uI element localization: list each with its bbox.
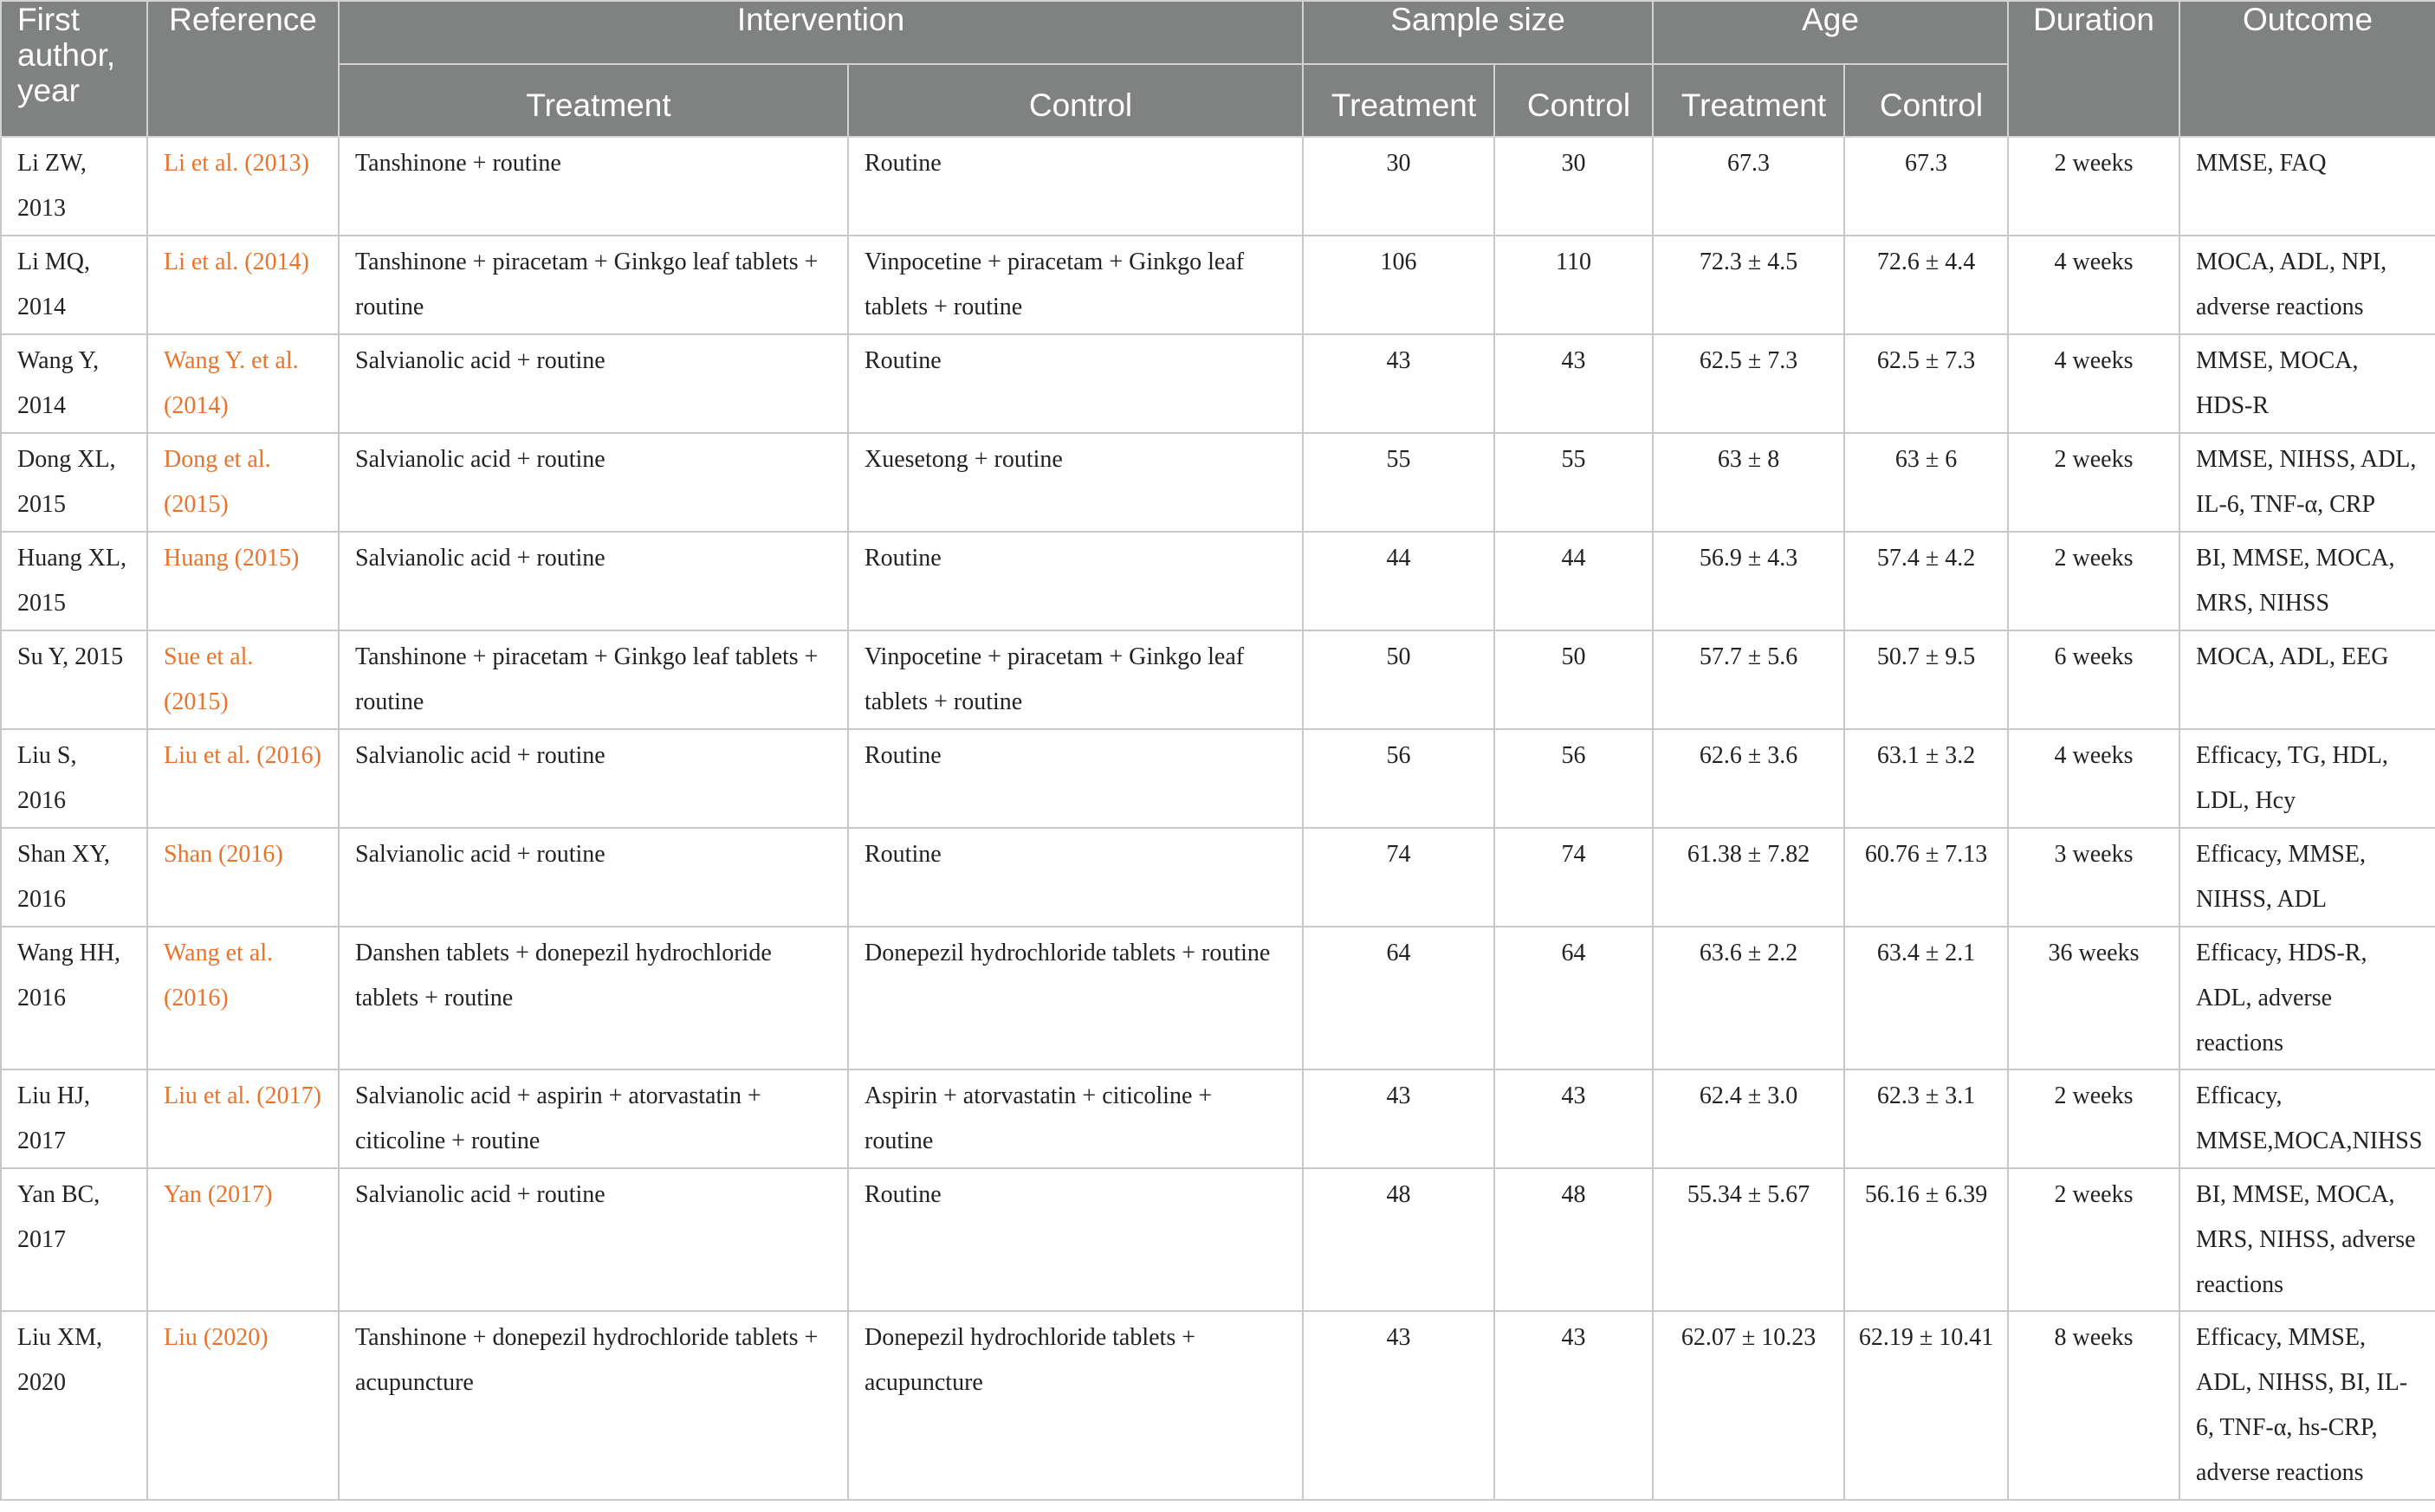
cell-control: Routine — [848, 334, 1303, 433]
cell-treatment: Salvianolic acid + routine — [339, 729, 848, 828]
cell-age-treatment: 63.6 ± 2.2 — [1653, 927, 1844, 1069]
cell-sample-treatment: 56 — [1303, 729, 1494, 828]
cell-age-control: 67.3 — [1844, 137, 2008, 236]
table-row — [1, 236, 2435, 334]
cell-age-control: 50.7 ± 9.5 — [1844, 630, 2008, 729]
cell-control: Donepezil hydrochloride tablets + routine — [848, 927, 1303, 1069]
cell-treatment: Salvianolic acid + routine — [339, 433, 848, 532]
reference-link[interactable]: Sue et al. (2015) — [147, 630, 339, 729]
cell-age-control: 62.3 ± 3.1 — [1844, 1069, 2008, 1168]
cell-sample-treatment: 55 — [1303, 433, 1494, 532]
cell-control: Routine — [848, 532, 1303, 630]
header-sample-size: Sample size — [1303, 1, 1653, 64]
reference-link[interactable]: Li et al. (2014) — [147, 236, 339, 334]
cell-control: Vinpocetine + piracetam + Ginkgo leaf tablets + routine — [848, 630, 1303, 729]
cell-duration: 4 weeks — [2008, 729, 2179, 828]
cell-sample-treatment: 44 — [1303, 532, 1494, 630]
cell-age-control: 62.5 ± 7.3 — [1844, 334, 2008, 433]
cell-age-treatment: 57.7 ± 5.6 — [1653, 630, 1844, 729]
cell-author: Dong XL, 2015 — [1, 433, 147, 532]
cell-sample-treatment: 43 — [1303, 1069, 1494, 1168]
cell-sample-control: 48 — [1494, 1168, 1653, 1311]
reference-link[interactable]: Yan (2017) — [147, 1168, 339, 1311]
cell-sample-control: 43 — [1494, 1311, 1653, 1500]
cell-sample-treatment: 48 — [1303, 1168, 1494, 1311]
cell-outcome: Efficacy, MMSE,MOCA,NIHSS — [2179, 1069, 2435, 1168]
table-row — [1, 1168, 2435, 1311]
cell-age-treatment: 72.3 ± 4.5 — [1653, 236, 1844, 334]
header-sample-treatment: Treatment — [1303, 64, 1494, 137]
table-body — [1, 137, 2435, 1500]
cell-control: Xuesetong + routine — [848, 433, 1303, 532]
cell-sample-control: 43 — [1494, 1069, 1653, 1168]
reference-link[interactable]: Dong et al. (2015) — [147, 433, 339, 532]
cell-author: Huang XL, 2015 — [1, 532, 147, 630]
cell-sample-treatment: 106 — [1303, 236, 1494, 334]
cell-treatment: Tanshinone + donepezil hydrochloride tablets + acupuncture — [339, 1311, 848, 1500]
table-header — [1, 1, 2435, 137]
cell-outcome: Efficacy, TG, HDL, LDL, Hcy — [2179, 729, 2435, 828]
cell-sample-treatment: 50 — [1303, 630, 1494, 729]
cell-control: Routine — [848, 137, 1303, 236]
cell-outcome: MMSE, MOCA, HDS-R — [2179, 334, 2435, 433]
header-age-treatment: Treatment — [1653, 64, 1844, 137]
reference-link[interactable]: Liu et al. (2017) — [147, 1069, 339, 1168]
cell-duration: 2 weeks — [2008, 137, 2179, 236]
cell-age-treatment: 62.6 ± 3.6 — [1653, 729, 1844, 828]
cell-author: Liu XM, 2020 — [1, 1311, 147, 1500]
cell-sample-control: 74 — [1494, 828, 1653, 927]
cell-control: Aspirin + atorvastatin + citicoline + routine — [848, 1069, 1303, 1168]
cell-author: Wang HH, 2016 — [1, 927, 147, 1069]
cell-sample-control: 44 — [1494, 532, 1653, 630]
cell-treatment: Tanshinone + piracetam + Ginkgo leaf tablets + routine — [339, 630, 848, 729]
cell-age-treatment: 55.34 ± 5.67 — [1653, 1168, 1844, 1311]
header-sample-control: Control — [1494, 64, 1653, 137]
cell-age-treatment: 62.07 ± 10.23 — [1653, 1311, 1844, 1500]
cell-treatment: Salvianolic acid + routine — [339, 334, 848, 433]
cell-control: Donepezil hydrochloride tablets + acupuncture — [848, 1311, 1303, 1500]
cell-age-treatment: 62.4 ± 3.0 — [1653, 1069, 1844, 1168]
cell-duration: 4 weeks — [2008, 236, 2179, 334]
cell-sample-treatment: 30 — [1303, 137, 1494, 236]
reference-link[interactable]: Liu et al. (2016) — [147, 729, 339, 828]
cell-age-treatment: 67.3 — [1653, 137, 1844, 236]
header-age-control: Control — [1844, 64, 2008, 137]
reference-link[interactable]: Huang (2015) — [147, 532, 339, 630]
cell-sample-control: 43 — [1494, 334, 1653, 433]
cell-sample-treatment: 64 — [1303, 927, 1494, 1069]
cell-sample-treatment: 43 — [1303, 1311, 1494, 1500]
cell-outcome: BI, MMSE, MOCA, MRS, NIHSS — [2179, 532, 2435, 630]
table-row — [1, 828, 2435, 927]
reference-link[interactable]: Li et al. (2013) — [147, 137, 339, 236]
table-row — [1, 1069, 2435, 1168]
cell-duration: 36 weeks — [2008, 927, 2179, 1069]
cell-treatment: Salvianolic acid + routine — [339, 1168, 848, 1311]
cell-duration: 8 weeks — [2008, 1311, 2179, 1500]
cell-age-control: 63 ± 6 — [1844, 433, 2008, 532]
cell-sample-treatment: 43 — [1303, 334, 1494, 433]
cell-sample-treatment: 74 — [1303, 828, 1494, 927]
cell-treatment: Salvianolic acid + routine — [339, 532, 848, 630]
cell-author: Liu S, 2016 — [1, 729, 147, 828]
cell-duration: 2 weeks — [2008, 433, 2179, 532]
header-outcome: Outcome — [2179, 1, 2435, 137]
cell-control: Vinpocetine + piracetam + Ginkgo leaf tablets + routine — [848, 236, 1303, 334]
reference-link[interactable]: Wang Y. et al. (2014) — [147, 334, 339, 433]
cell-control: Routine — [848, 729, 1303, 828]
table-row — [1, 1311, 2435, 1500]
cell-duration: 2 weeks — [2008, 532, 2179, 630]
cell-age-control: 56.16 ± 6.39 — [1844, 1168, 2008, 1311]
cell-sample-control: 50 — [1494, 630, 1653, 729]
cell-control: Routine — [848, 1168, 1303, 1311]
table-row — [1, 729, 2435, 828]
header-intervention-control: Control — [848, 64, 1303, 137]
cell-outcome: MOCA, ADL, EEG — [2179, 630, 2435, 729]
cell-sample-control: 55 — [1494, 433, 1653, 532]
reference-link[interactable]: Shan (2016) — [147, 828, 339, 927]
cell-author: Wang Y, 2014 — [1, 334, 147, 433]
cell-outcome: Efficacy, MMSE, NIHSS, ADL — [2179, 828, 2435, 927]
cell-duration: 2 weeks — [2008, 1168, 2179, 1311]
header-duration: Duration — [2008, 1, 2179, 137]
cell-treatment: Tanshinone + piracetam + Ginkgo leaf tablets + routine — [339, 236, 848, 334]
cell-outcome: MOCA, ADL, NPI, adverse reactions — [2179, 236, 2435, 334]
cell-outcome: Efficacy, HDS-R, ADL, adverse reactions — [2179, 927, 2435, 1069]
cell-outcome: Efficacy, MMSE, ADL, NIHSS, BI, IL-6, TNF-α, hs-CRP, adverse reactions — [2179, 1311, 2435, 1500]
cell-author: Li ZW, 2013 — [1, 137, 147, 236]
cell-age-control: 57.4 ± 4.2 — [1844, 532, 2008, 630]
cell-age-treatment: 62.5 ± 7.3 — [1653, 334, 1844, 433]
table-row — [1, 334, 2435, 433]
cell-author: Shan XY, 2016 — [1, 828, 147, 927]
table-row — [1, 137, 2435, 236]
cell-sample-control: 56 — [1494, 729, 1653, 828]
cell-age-control: 62.19 ± 10.41 — [1844, 1311, 2008, 1500]
table-row — [1, 927, 2435, 1069]
cell-age-control: 63.1 ± 3.2 — [1844, 729, 2008, 828]
cell-treatment: Danshen tablets + donepezil hydrochloride tablets + routine — [339, 927, 848, 1069]
cell-author: Su Y, 2015 — [1, 630, 147, 729]
header-intervention-treatment: Treatment — [339, 64, 848, 137]
cell-treatment: Tanshinone + routine — [339, 137, 848, 236]
cell-outcome: MMSE, FAQ — [2179, 137, 2435, 236]
cell-outcome: MMSE, NIHSS, ADL, IL-6, TNF-α, CRP — [2179, 433, 2435, 532]
cell-sample-control: 110 — [1494, 236, 1653, 334]
header-row-1 — [1, 1, 2435, 64]
cell-age-treatment: 61.38 ± 7.82 — [1653, 828, 1844, 927]
cell-author: Yan BC, 2017 — [1, 1168, 147, 1311]
reference-link[interactable]: Liu (2020) — [147, 1311, 339, 1500]
reference-link[interactable]: Wang et al. (2016) — [147, 927, 339, 1069]
cell-age-treatment: 63 ± 8 — [1653, 433, 1844, 532]
cell-outcome: BI, MMSE, MOCA, MRS, NIHSS, adverse reactions — [2179, 1168, 2435, 1311]
table-row — [1, 630, 2435, 729]
cell-age-control: 72.6 ± 4.4 — [1844, 236, 2008, 334]
header-first-author: First author, year — [1, 1, 147, 137]
header-reference: Reference — [147, 1, 339, 137]
cell-duration: 6 weeks — [2008, 630, 2179, 729]
cell-duration: 3 weeks — [2008, 828, 2179, 927]
cell-sample-control: 30 — [1494, 137, 1653, 236]
cell-age-treatment: 56.9 ± 4.3 — [1653, 532, 1844, 630]
cell-treatment: Salvianolic acid + routine — [339, 828, 848, 927]
cell-author: Liu HJ, 2017 — [1, 1069, 147, 1168]
cell-duration: 4 weeks — [2008, 334, 2179, 433]
table-row — [1, 433, 2435, 532]
table-row — [1, 532, 2435, 630]
header-age: Age — [1653, 1, 2008, 64]
cell-treatment: Salvianolic acid + aspirin + atorvastatin + citicoline + routine — [339, 1069, 848, 1168]
cell-author: Li MQ, 2014 — [1, 236, 147, 334]
cell-age-control: 60.76 ± 7.13 — [1844, 828, 2008, 927]
cell-sample-control: 64 — [1494, 927, 1653, 1069]
cell-duration: 2 weeks — [2008, 1069, 2179, 1168]
cell-age-control: 63.4 ± 2.1 — [1844, 927, 2008, 1069]
header-intervention: Intervention — [339, 1, 1303, 64]
cell-control: Routine — [848, 828, 1303, 927]
